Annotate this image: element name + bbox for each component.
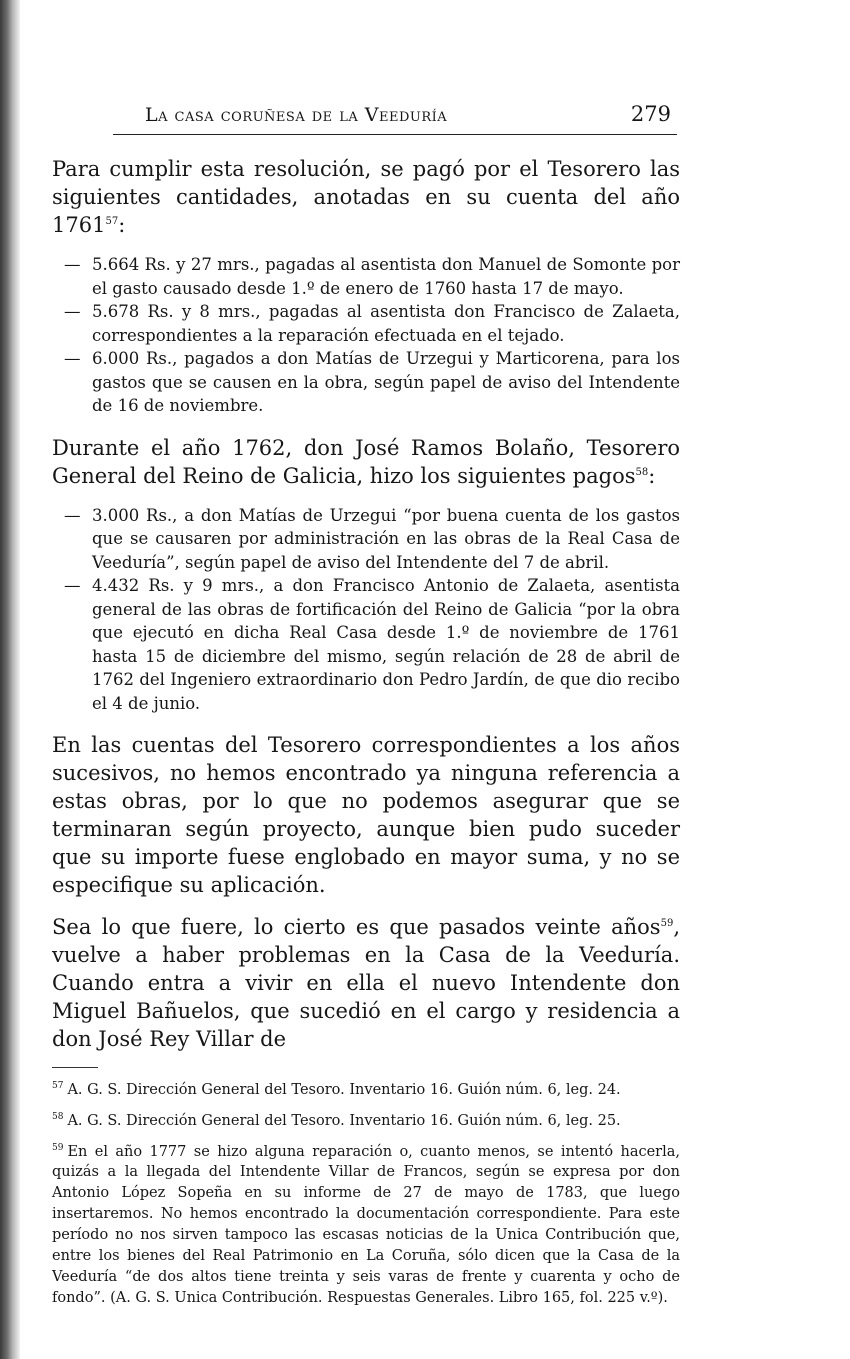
list-item-text: 5.678 Rs. y 8 mrs., pagadas al asentista don Francisco de Zalaeta, correspondientes a la reparación efectuada en el tejado. bbox=[92, 302, 680, 345]
paragraph bbox=[52, 434, 680, 490]
list-dash: — bbox=[64, 576, 81, 595]
footnote bbox=[52, 1138, 680, 1310]
book-spine-shadow bbox=[0, 0, 20, 1359]
page-header bbox=[113, 100, 677, 135]
paragraph-text: : bbox=[118, 213, 126, 237]
footnote-text: En el año 1777 se hizo alguna reparación o, cuanto menos, se intentó hacerla, quizás a la llegada del Intendente Villar de Francos, según se expresa por don Antonio López Sopeña en su informe de 27 de mayo de 1783, que luego insertaremos. No hemos encontrado la documentación correspondiente. Para este período no nos sirven tampoco las escasas noticias de la Unica Contribución que, entre los bienes del Real Patrimonio en La Coruña, sólo dicen que la Casa de la Veeduría “de dos altos tiene treinta y seis varas de frente y cuarenta y ocho de fondo”. (A. G. S. Unica Contribución. Respuestas Generales. Libro 165, fol. 225 v.º). bbox=[52, 1143, 680, 1307]
footnote-text: A. G. S. Dirección General del Tesoro. Inventario 16. Guión núm. 6, leg. 24. bbox=[67, 1081, 621, 1098]
list-item-text: 6.000 Rs., pagados a don Matías de Urzegui y Marticorena, para los gastos que se causen en la obra, según papel de aviso del Intendente de 16 de noviembre. bbox=[92, 349, 680, 415]
list-dash: — bbox=[64, 349, 81, 368]
list-item bbox=[52, 300, 680, 347]
list-item bbox=[52, 504, 680, 575]
list-item-text: 3.000 Rs., a don Matías de Urzegui “por buena cuenta de los gastos que se causaren por administración en las obras de la Real Casa de Veeduría”, según papel de aviso del Intendente del 7 de abril. bbox=[92, 505, 680, 572]
payments-1761-list bbox=[52, 253, 680, 418]
footnote-ref: 59 bbox=[660, 918, 674, 929]
paragraph-text: , vuelve a haber problemas en la Casa de la Veeduría. Cuando entra a vivir en ella el nuevo Intendente don Miguel Bañuelos, que sucedió en el cargo y residencia a don José Rey Villar de bbox=[52, 915, 680, 1051]
list-item-text: 5.664 Rs. y 27 mrs., pagadas al asentista don Manuel de Somonte por el gasto causado desde 1.º de enero de 1760 hasta 17 de mayo. bbox=[92, 255, 680, 298]
footnote-number: 59 bbox=[52, 1142, 64, 1153]
payments-1762-list bbox=[52, 504, 680, 716]
paragraph-text: Para cumplir esta resolución, se pagó por el Tesorero las siguientes cantidades, anotadas en su cuenta del año 1761 bbox=[52, 157, 680, 237]
footnote-ref: 57 bbox=[105, 216, 119, 227]
running-title: La casa coruñesa de la Veeduría bbox=[145, 104, 448, 126]
list-item bbox=[52, 574, 680, 715]
footnote-divider bbox=[52, 1067, 98, 1068]
footnote-number: 57 bbox=[52, 1081, 64, 1091]
page-body bbox=[52, 155, 680, 1315]
footnote-ref: 58 bbox=[635, 466, 649, 478]
list-item-text: 4.432 Rs. y 9 mrs., a don Francisco Antonio de Zalaeta, asentista general de las obras de fortificación del Reino de Galicia “por la obra que ejecutó en dicha Real Casa desde 1.º de noviembre de 1761 hasta 15 de diciembre del mismo, según relación de 28 de abril de 1762 del Ingeniero extraordinario don Pedro Jardín, de que dio recibo el 4 de junio. bbox=[92, 576, 680, 713]
footnote-text: A. G. S. Dirección General del Tesoro. Inventario 16. Guión núm. 6, leg. 25. bbox=[67, 1112, 621, 1129]
list-dash: — bbox=[64, 505, 81, 525]
footnote-number: 58 bbox=[52, 1111, 64, 1122]
paragraph-text: : bbox=[648, 463, 656, 488]
footnote bbox=[52, 1107, 680, 1132]
list-dash: — bbox=[64, 255, 81, 274]
list-item bbox=[52, 253, 680, 300]
paragraph-text: Sea lo que fuere, lo cierto es que pasados veinte años bbox=[52, 915, 661, 939]
list-item bbox=[52, 347, 680, 418]
list-dash: — bbox=[64, 302, 81, 321]
page-number: 279 bbox=[630, 102, 671, 126]
paragraph: En las cuentas del Tesorero correspondientes a los años sucesivos, no hemos encontrado ya ninguna referencia a estas obras, por lo que no podemos asegurar que se terminaran según proyecto, aunque bien pudo suceder que su importe fuese englobado en mayor suma, y no se especifique su aplicación. bbox=[52, 733, 680, 897]
paragraph bbox=[52, 155, 680, 239]
footnote bbox=[52, 1076, 680, 1101]
paragraph-text: Durante el año 1762, don José Ramos Bolaño, Tesorero General del Reino de Galicia, hizo los siguientes pagos bbox=[52, 435, 680, 488]
paragraph bbox=[52, 913, 680, 1053]
